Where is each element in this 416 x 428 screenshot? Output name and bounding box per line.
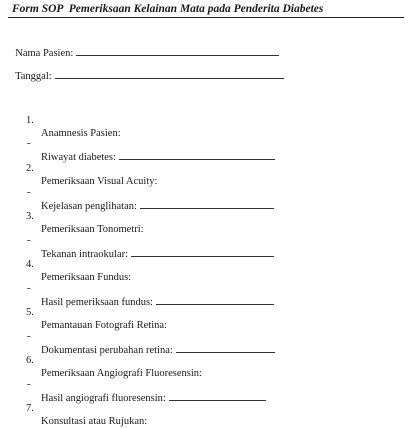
bullet-dash: - <box>27 283 31 294</box>
field-row <box>41 295 274 309</box>
section-title: Pemeriksaan Tonometri: <box>41 224 144 235</box>
section-title: Pemantauan Fotografi Retina: <box>41 320 167 331</box>
field-blank[interactable] <box>169 391 266 401</box>
section-title: Pemeriksaan Visual Acuity: <box>41 176 158 187</box>
bullet-dash: - <box>27 235 31 246</box>
field-label: Tekanan intraokular: <box>41 249 129 260</box>
section-number: 4. <box>26 259 34 270</box>
date-blank[interactable] <box>55 69 284 79</box>
field-row <box>41 247 274 261</box>
field-row <box>41 343 275 357</box>
bullet-dash: - <box>27 331 31 342</box>
date-field <box>10 56 284 83</box>
field-label: Riwayat diabetes: <box>41 152 116 163</box>
field-blank[interactable] <box>156 295 274 305</box>
patient-name-blank[interactable] <box>76 46 279 56</box>
bullet-dash: - <box>27 187 31 198</box>
date-label: Tanggal: <box>15 71 52 82</box>
field-label: Hasil angiografi fluoresensin: <box>41 393 166 404</box>
title-underline <box>8 17 404 18</box>
field-label: Dokumentasi perubahan retina: <box>41 345 173 356</box>
section-number: 2. <box>26 163 34 174</box>
section-title: Konsultasi atau Rujukan: <box>41 416 148 427</box>
field-row <box>41 150 275 164</box>
field-row <box>41 199 274 213</box>
field-label: Kejelasan penglihatan: <box>41 201 137 212</box>
bullet-dash: - <box>27 138 31 149</box>
patient-name-label: Nama Pasien: <box>15 48 74 59</box>
section-number: 7. <box>26 403 34 414</box>
field-blank[interactable] <box>140 199 274 209</box>
section-number: 5. <box>26 307 34 318</box>
section-number: 3. <box>26 211 34 222</box>
field-label: Hasil pemeriksaan fundus: <box>41 297 153 308</box>
bullet-dash: - <box>27 379 31 390</box>
field-blank[interactable] <box>119 150 275 160</box>
field-row <box>41 391 266 405</box>
section-title: Pemeriksaan Fundus: <box>41 272 132 283</box>
section-number: 6. <box>26 355 34 366</box>
form-title: Form SOP Pemeriksaan Kelainan Mata pada Penderita Diabetes <box>12 3 324 15</box>
section-number: 1. <box>26 115 34 126</box>
field-blank[interactable] <box>131 247 274 257</box>
section-title: Anamnesis Pasien: <box>41 128 121 139</box>
section-title: Pemeriksaan Angiografi Fluoresensin: <box>41 368 202 379</box>
field-blank[interactable] <box>176 343 275 353</box>
